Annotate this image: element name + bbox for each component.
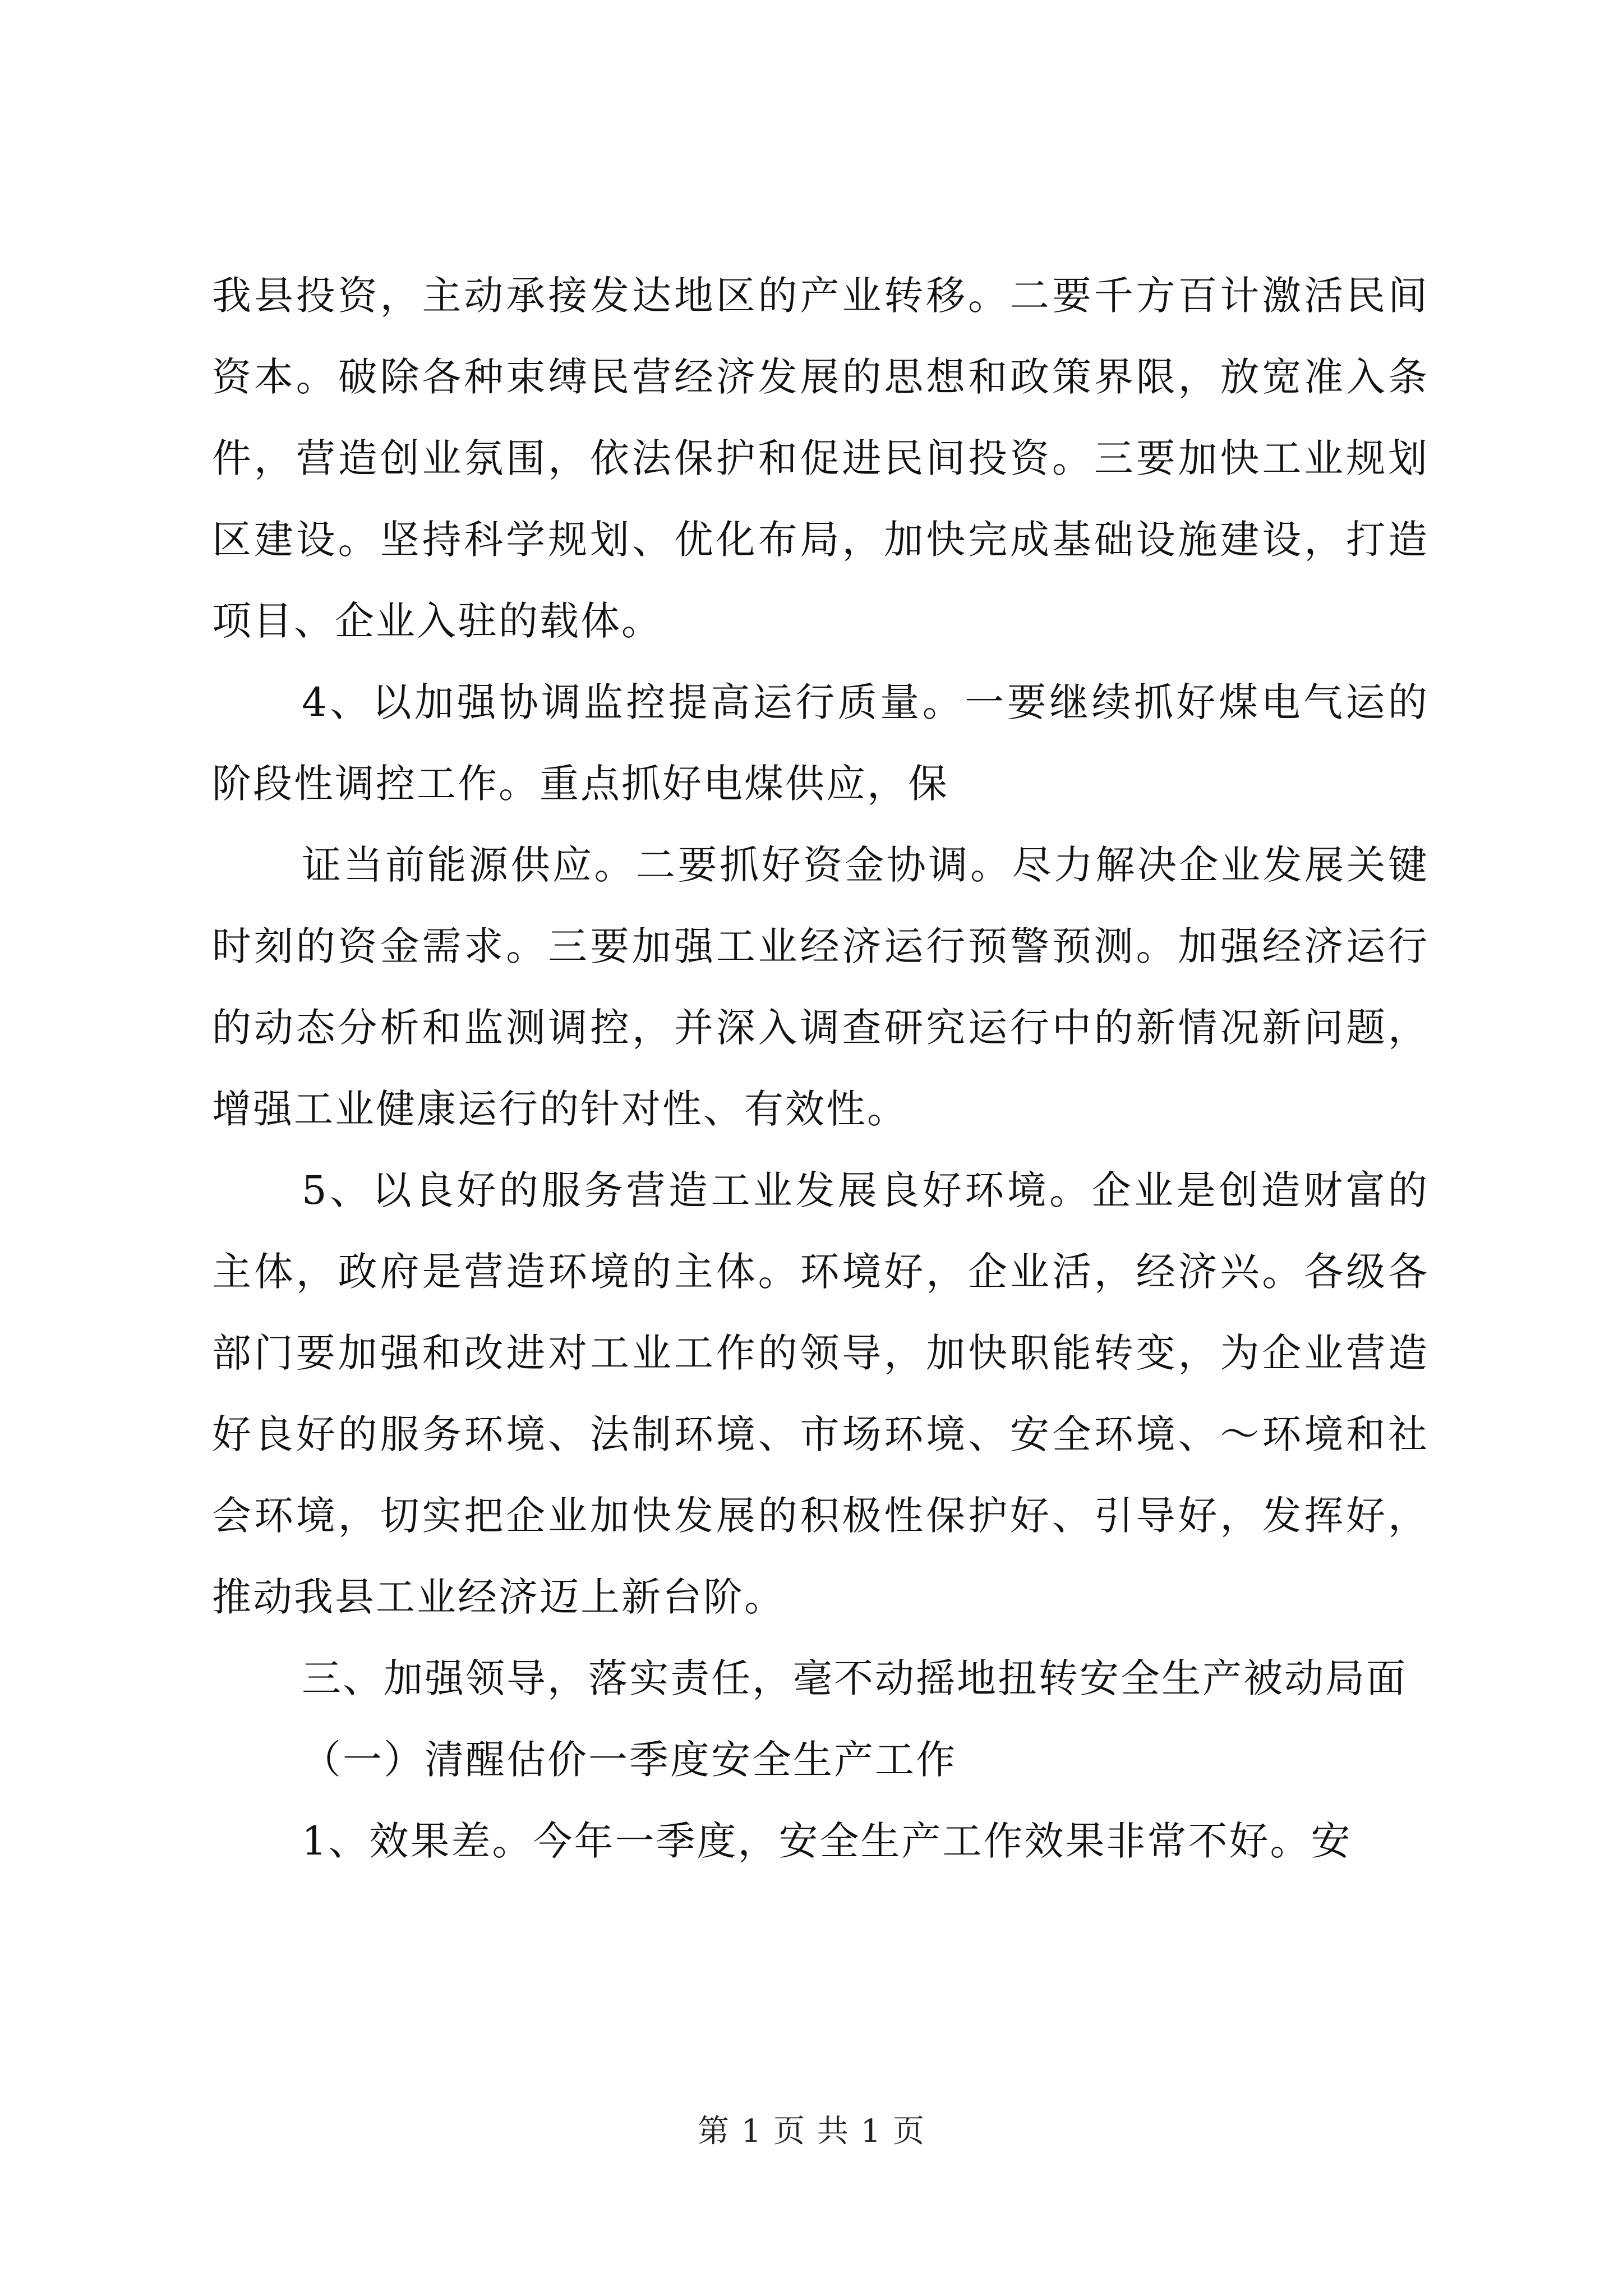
paragraph-item-1: 1、效果差。今年一季度，安全生产工作效果非常不好。安 <box>302 1818 1352 1864</box>
page-footer: 第 1 页 共 1 页 <box>697 2113 926 2150</box>
subsection-heading-one: （一）清醒估价一季度安全生产工作 <box>302 1737 957 1783</box>
document-body <box>212 255 1429 1882</box>
paragraph-energy-supply: 证当前能源供应。二要抓好资金协调。尽力解决企业发展关键时刻的资金需求。三要加强工业经济运行预警预测。加强经济运行的动态分析和监测调控，并深入调查研究运行中的新情况新问题，增强工业健康运行的针对性、有效性。 <box>212 842 1429 1132</box>
section-heading-three: 三、加强领导，落实责任，毫不动摇地扭转安全生产被动局面 <box>302 1655 1407 1701</box>
paragraph-investment: 我县投资，主动承接发达地区的产业转移。二要千方百计激活民间资本。破除各种束缚民营经济发展的思想和政策界限，放宽准入条件，营造创业氛围，依法保护和促进民间投资。三要加快工业规划区建设。坚持科学规划、优化布局，加快完成基础设施建设，打造项目、企业入驻的载体。 <box>212 273 1429 644</box>
paragraph-item-4: 4、以加强协调监控提高运行质量。一要继续抓好煤电气运的阶段性调控工作。重点抓好电煤供应，保 <box>212 679 1429 807</box>
paragraph-item-5: 5、以良好的服务营造工业发展良好环境。企业是创造财富的主体，政府是营造环境的主体。环境好，企业活，经济兴。各级各部门要加强和改进对工业工作的领导，加快职能转变，为企业营造好良好的服务环境、法制环境、市场环境、安全环境、～环境和社会环境，切实把企业加快发展的积极性保护好、引导好，发挥好，推动我县工业经济迈上新台阶。 <box>212 1167 1429 1620</box>
